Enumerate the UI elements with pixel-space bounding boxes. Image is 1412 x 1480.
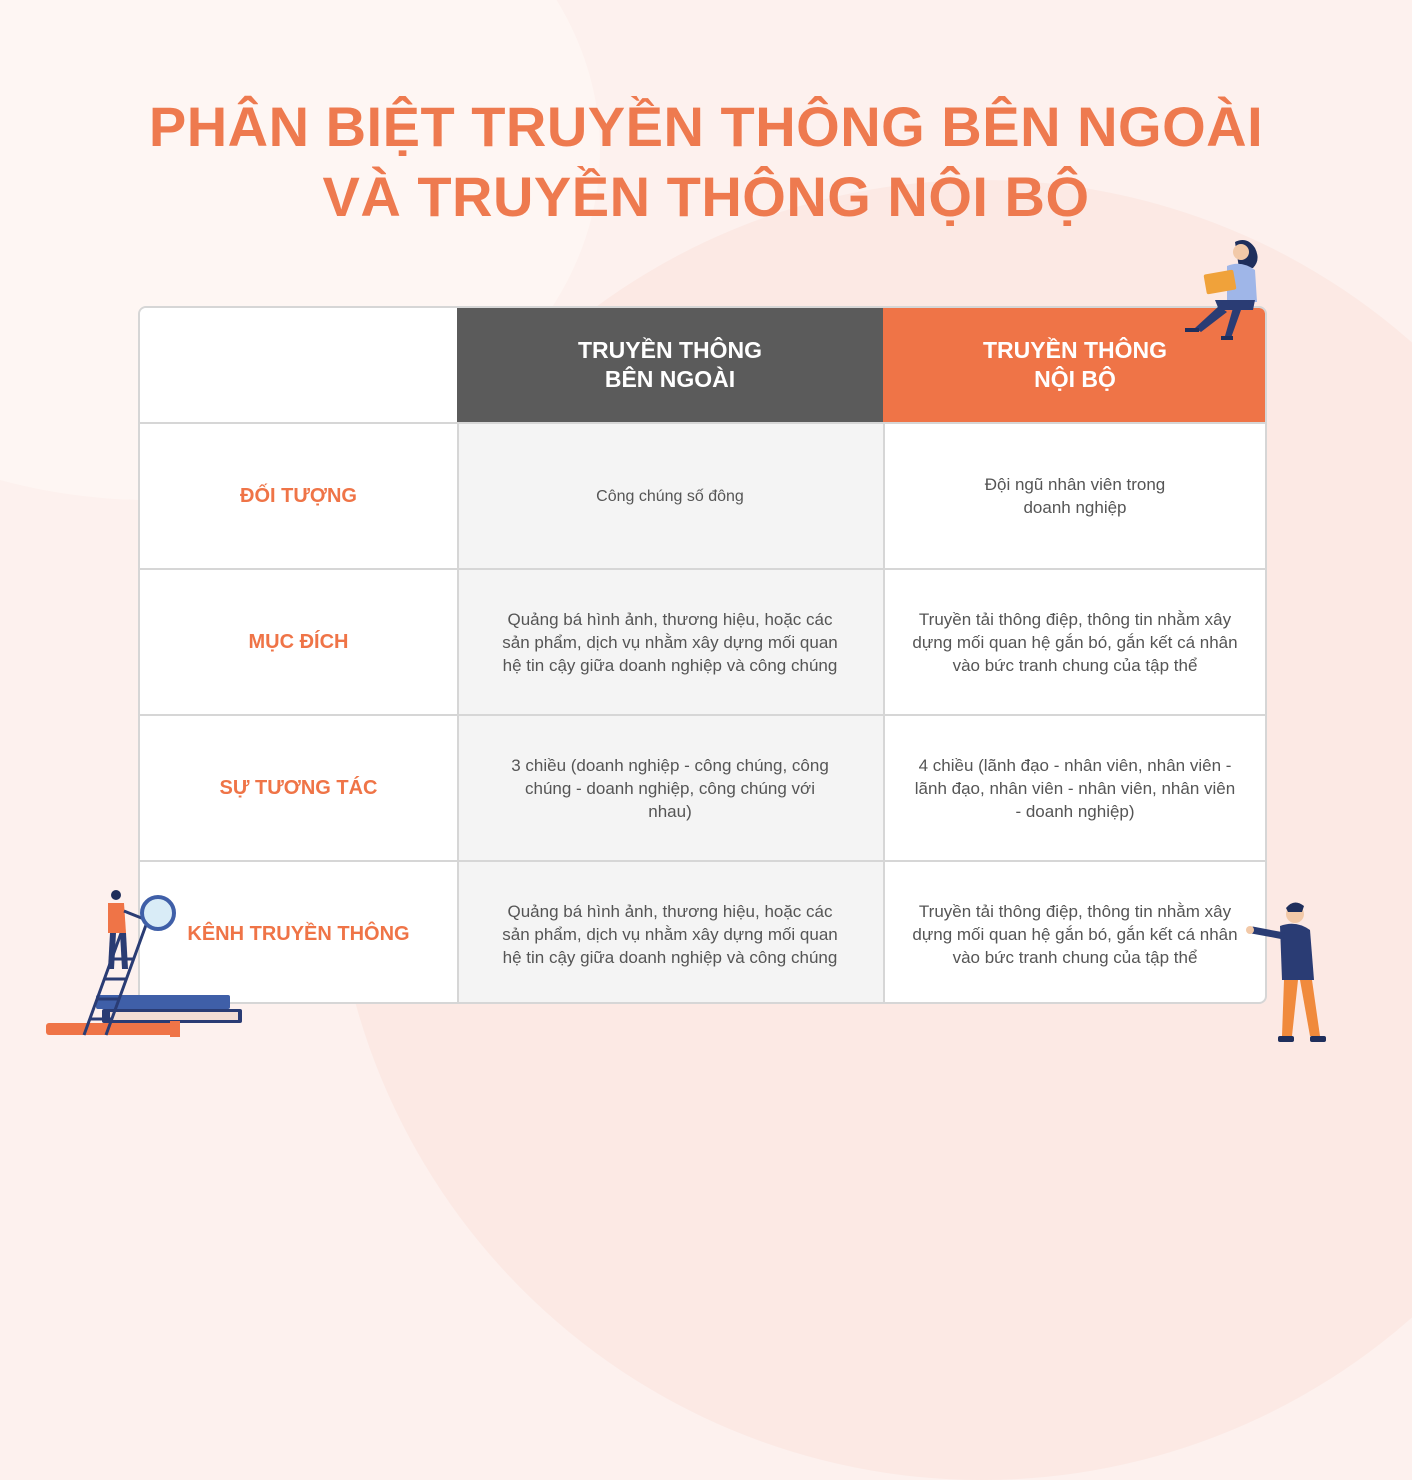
table-row-su-tuong-tac — [140, 714, 1267, 860]
table-row-doi-tuong — [140, 422, 1267, 568]
header-external-line-1: TRUYỀN THÔNG — [578, 337, 762, 363]
row-label: ĐỐI TƯỢNG — [240, 484, 357, 507]
man-pointing-illustration — [1240, 900, 1340, 1045]
comparison-table — [138, 306, 1267, 1004]
row-label: KÊNH TRUYỀN THÔNG — [187, 922, 410, 945]
external-cell: 3 chiều (doanh nghiệp - công chúng, công chúng - doanh nghiệp, công chúng với nhau) — [511, 755, 829, 821]
header-external-line-2: BÊN NGOÀI — [604, 366, 736, 392]
row-label: SỰ TƯƠNG TÁC — [219, 776, 378, 799]
internal-cell: 4 chiều (lãnh đạo - nhân viên, nhân viên - lãnh đạo, nhân viên - nhân viên, nhân viên - doanh nghiệp) — [914, 755, 1236, 821]
title-line-1: PHÂN BIỆT TRUYỀN THÔNG BÊN NGOÀI — [148, 95, 1264, 158]
external-cell: Quảng bá hình ảnh, thương hiệu, hoặc các sản phẩm, dịch vụ nhằm xây dựng mối quan hệ tin cậy giữa doanh nghiệp và công chúng — [502, 901, 838, 967]
external-cell: Quảng bá hình ảnh, thương hiệu, hoặc các sản phẩm, dịch vụ nhằm xây dựng mối quan hệ tin cậy giữa doanh nghiệp và công chúng — [502, 609, 838, 675]
external-cell: Công chúng số đông — [596, 487, 744, 505]
header-internal-line-2: NỘI BỘ — [1034, 366, 1116, 392]
woman-with-laptop-illustration — [1175, 232, 1270, 347]
title-line-2: VÀ TRUYỀN THÔNG NỘI BỘ — [322, 165, 1090, 228]
table-row-muc-dich — [140, 568, 1267, 714]
table-row-kenh-truyen-thong — [140, 860, 1267, 1004]
internal-cell: Truyền tải thông điệp, thông tin nhằm xây dựng mối quan hệ gắn bó, gắn kết cá nhân vào bức tranh chung của tập thể — [912, 901, 1238, 967]
header-internal-line-1: TRUYỀN THÔNG — [983, 337, 1167, 363]
internal-cell: Đội ngũ nhân viên trong doanh nghiệp — [984, 475, 1166, 517]
internal-cell: Truyền tải thông điệp, thông tin nhằm xây dựng mối quan hệ gắn bó, gắn kết cá nhân vào bức tranh chung của tập thể — [912, 609, 1238, 675]
man-with-magnifier-on-ladder-illustration — [40, 885, 250, 1045]
page-title — [0, 92, 1412, 232]
header-empty-cell — [140, 308, 457, 422]
row-label: MỤC ĐÍCH — [248, 630, 349, 653]
header-external — [457, 308, 883, 422]
